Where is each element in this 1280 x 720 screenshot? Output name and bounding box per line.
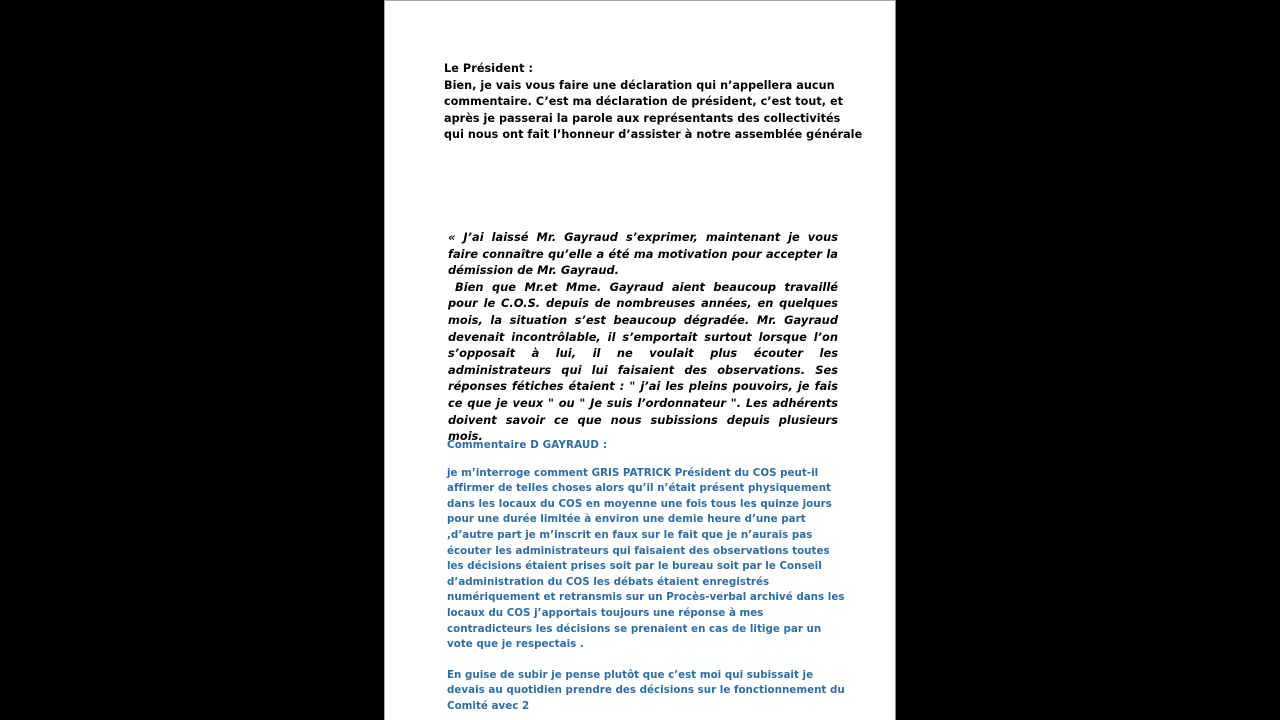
president-statement-heading: Le Président : — [444, 62, 534, 75]
quoted-declaration-block — [448, 229, 838, 445]
commentary-block — [447, 438, 845, 715]
president-statement-line: après je passerai la parole aux représentants des collectivités — [444, 111, 841, 125]
quoted-declaration-paragraph: Bien que Mr.et Mme. Gayraud aient beaucoup travaillé pour le C.O.S. depuis de nombreuses années, en quelques mois, la situation s’est beaucoup dégradée. Mr. Gayraud devenait incontrôlable, il s’emportait surtout lorsque l’on s’opposait à lui, il ne voulait plus écouter les administrateurs qui lui faisaient des observations. Ses réponses fétiches étaient : " j’ai les pleins pouvoirs, je fais ce que je veux " ou " Je suis l’ordonnateur ". Les adhérents doivent savoir ce que nous subissions depuis plusieurs mois. — [448, 279, 838, 444]
commentary-spacer — [447, 653, 845, 668]
commentary-spacer — [447, 454, 845, 466]
president-statement-line: qui nous ont fait l’honneur d’assister à notre assemblée générale — [444, 128, 863, 141]
commentary-paragraph: je m’interroge comment GRIS PATRICK Président du COS peut-il affirmer de telles choses alors qu’il n’était présent physiquement dans les locaux du COS en moyenne une fois tous les quinze jours pour une durée limitée à environ une demie heure d’une part ,d’autre part je m’inscrit en faux sur le fait que je n’aurais pas écouter les administrateurs qui faisaient des observations toutes les décisions étaient prises soit par le bureau soit par le Conseil d’administration du COS les débats étaient enregistrés numériquement et retransmis sur un Procès-verbal archivé dans les locaux du COS j’apportais toujours une réponse à mes contradicteurs les décisions se prenaient en cas de litige par un vote que je respectais . — [447, 466, 845, 651]
commentary-paragraph: En guise de subir je pense plutôt que c’est moi qui subissait je devais au quotidien prendre des décisions sur le fonctionnement du Comité avec 2 — [447, 668, 845, 712]
president-statement-block — [444, 61, 863, 144]
quoted-declaration-paragraph: « J’ai laissé Mr. Gayraud s’exprimer, maintenant je vous faire connaître qu’elle a été ma motivation pour accepter la démission de Mr. Gayraud. — [448, 230, 838, 278]
document-page — [384, 0, 896, 720]
president-statement-line: Bien, je vais vous faire une déclaration qui n’appellera aucun — [444, 78, 835, 92]
president-statement-line: commentaire. C’est ma déclaration de président, c’est tout, et — [444, 95, 844, 108]
commentary-heading: Commentaire D GAYRAUD : — [447, 439, 608, 451]
